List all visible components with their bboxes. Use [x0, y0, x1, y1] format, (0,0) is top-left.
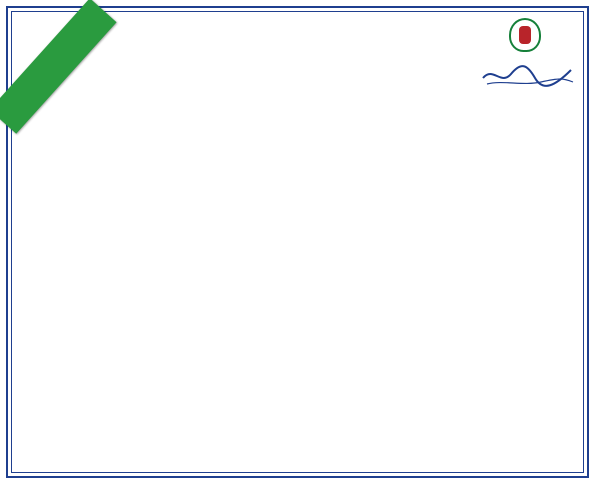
organization-signature — [479, 56, 575, 90]
notice-title — [158, 44, 438, 82]
emblem-icon — [509, 18, 541, 52]
organization-emblem — [479, 18, 575, 94]
tender-notice — [6, 6, 589, 478]
notice-body — [22, 104, 573, 466]
